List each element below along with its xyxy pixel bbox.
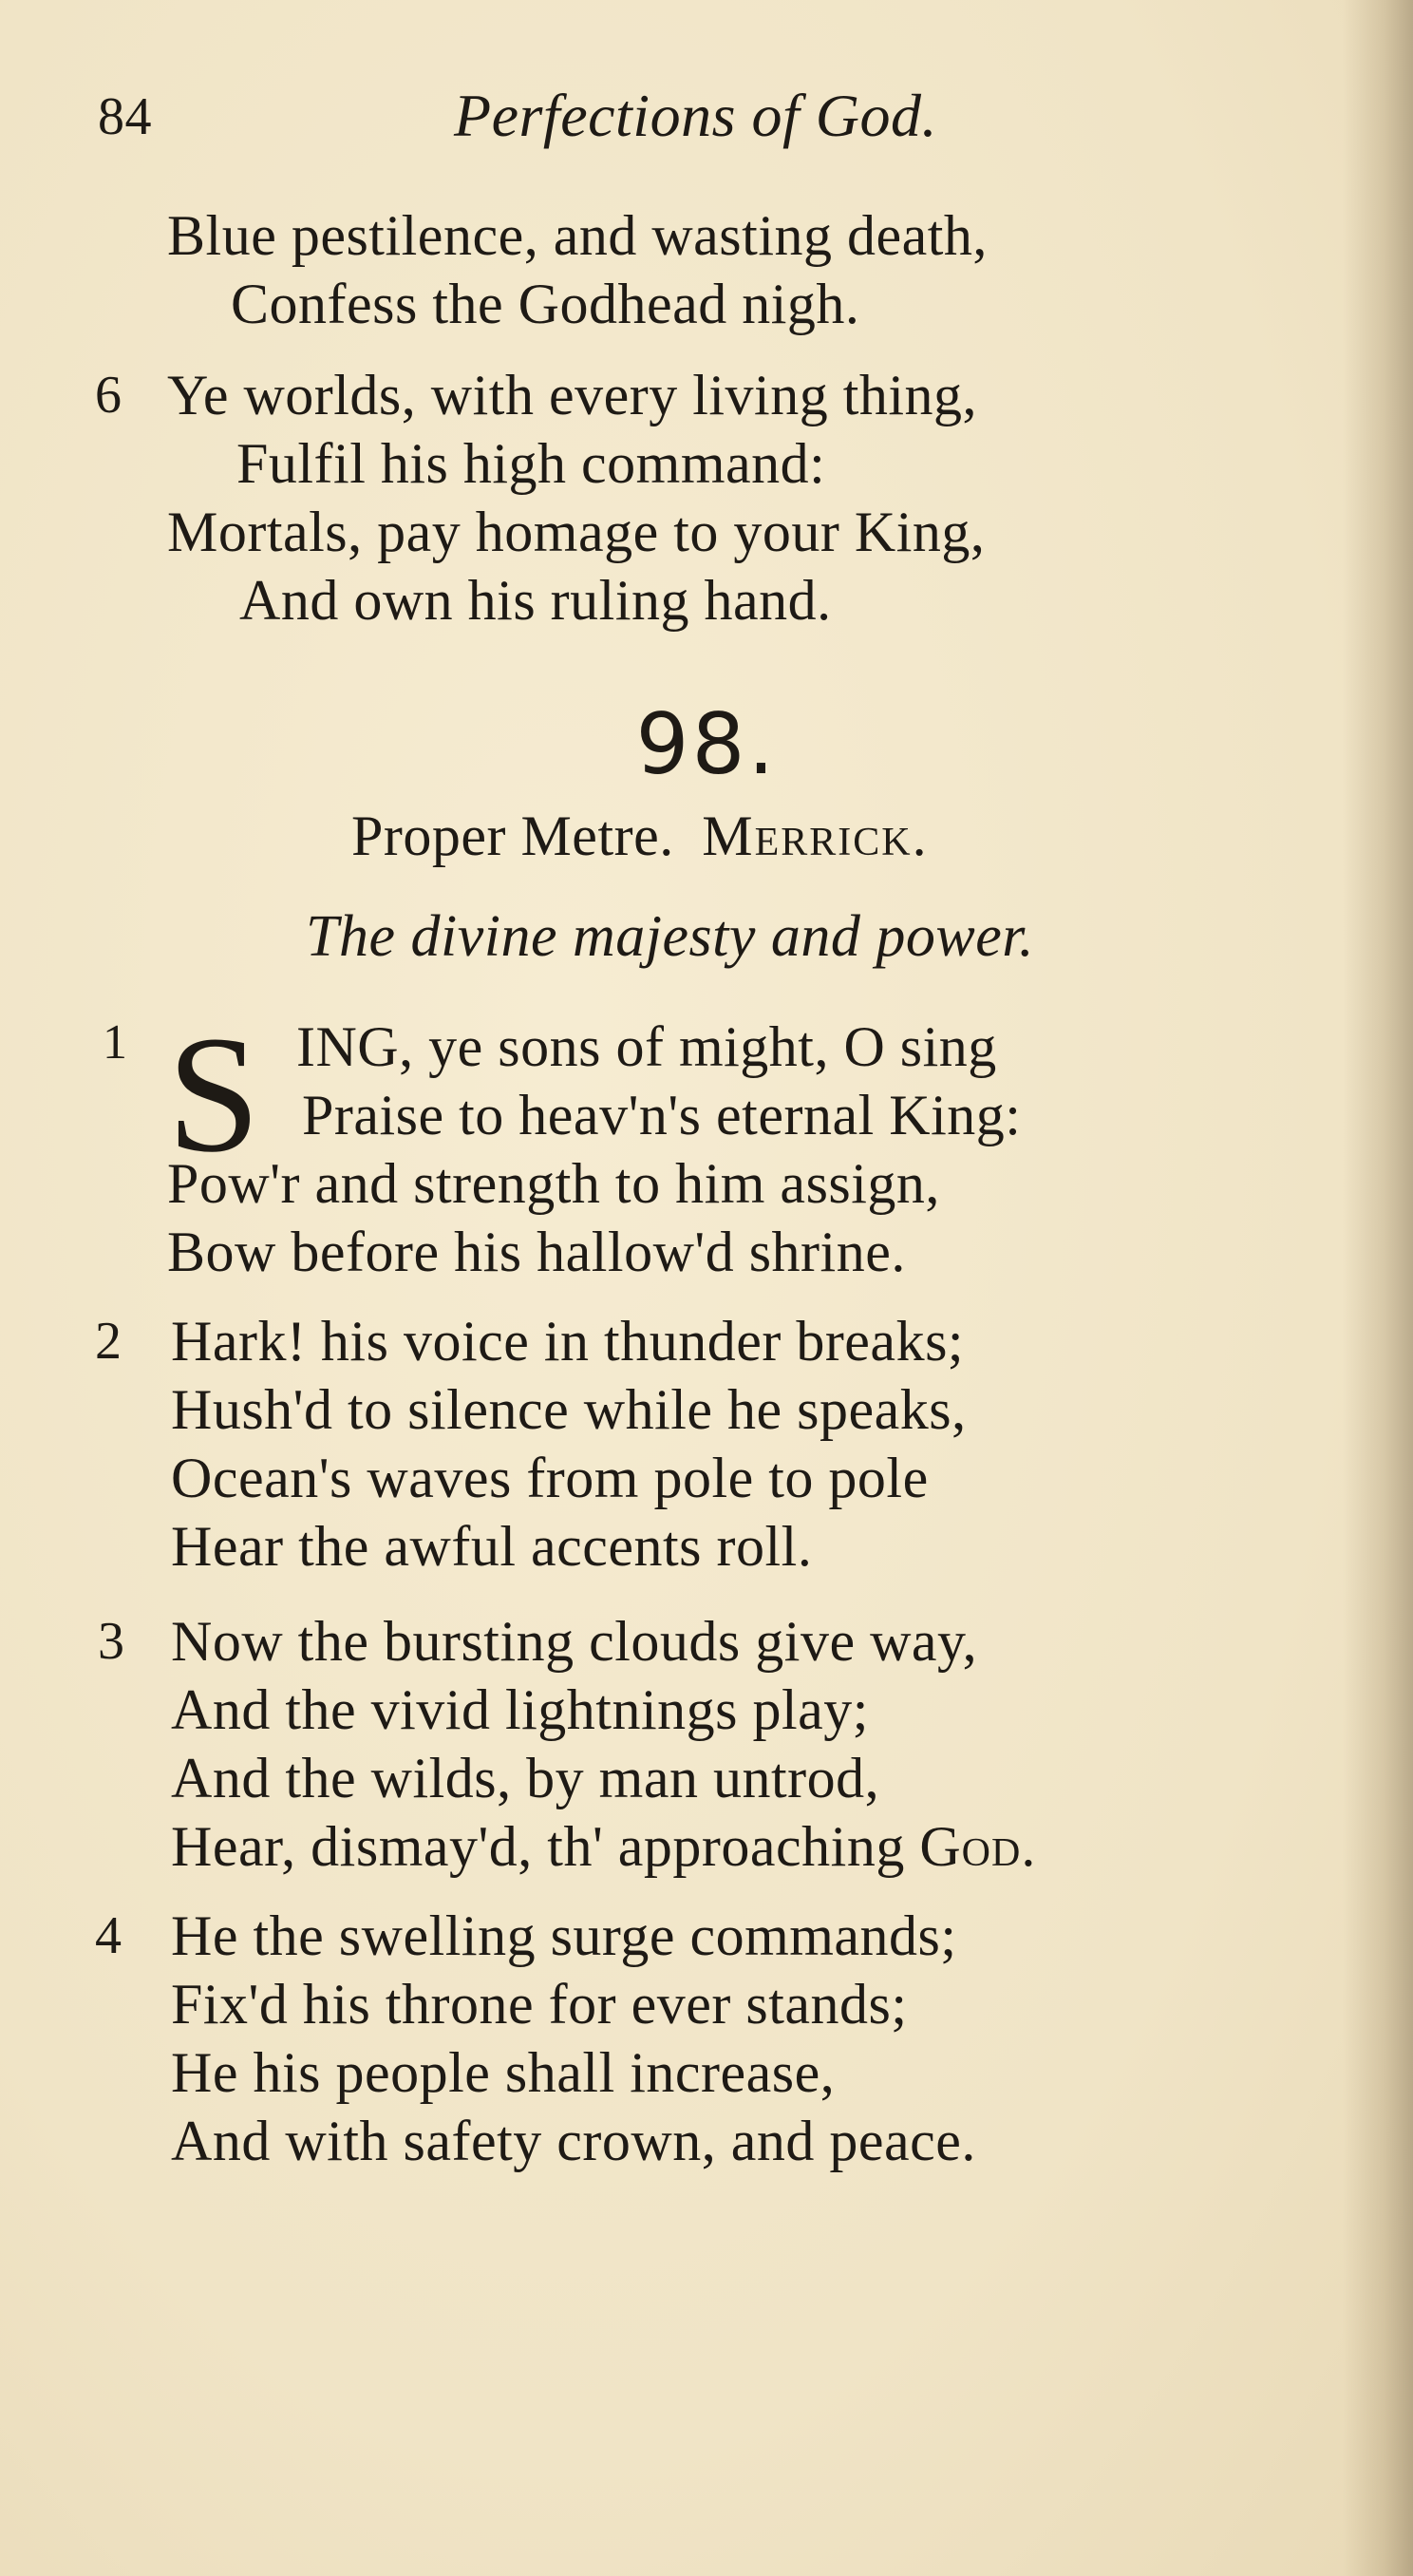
verse-line: Pow'r and strength to him assign, xyxy=(167,1152,940,1215)
verse-line: He his people shall increase, xyxy=(171,2041,836,2104)
stanza-number: 1 xyxy=(103,1015,127,1070)
stanza-number: 4 xyxy=(95,1906,122,1965)
hymn-number: 98. xyxy=(635,695,778,793)
page-number: 84 xyxy=(98,87,152,146)
verse-line: Hush'd to silence while he speaks, xyxy=(171,1378,967,1441)
verse-line: Now the bursting clouds give way, xyxy=(171,1610,978,1673)
verse-line: And the wilds, by man untrod, xyxy=(171,1747,880,1809)
stanza-number: 3 xyxy=(98,1612,124,1671)
verse-line-start: Hear, dismay'd, th' approaching xyxy=(171,1815,920,1878)
stanza-number: 6 xyxy=(95,366,122,425)
verse-line: Mortals, pay homage to your King, xyxy=(167,501,986,563)
verse-line: Ocean's waves from pole to pole xyxy=(171,1447,929,1509)
running-title: Perfections of God. xyxy=(454,82,937,149)
verse-line: And with safety crown, and peace. xyxy=(171,2110,976,2172)
hymn-subject: The divine majesty and power. xyxy=(306,904,1035,969)
divine-name: God. xyxy=(919,1815,1037,1878)
stanza-number: 2 xyxy=(95,1312,122,1371)
verse-line: Hark! his voice in thunder breaks; xyxy=(171,1310,965,1373)
verse-line: Bow before his hallow'd shrine. xyxy=(167,1221,906,1283)
verse-line: Ye worlds, with every living thing, xyxy=(167,364,978,426)
verse-line: Hear the awful accents roll. xyxy=(171,1515,813,1578)
verse-line: And own his ruling hand. xyxy=(239,569,832,632)
hymn-metre: Proper Metre. xyxy=(351,805,674,867)
verse-line: Fulfil his high command: xyxy=(236,432,826,495)
verse-line xyxy=(171,1815,1037,1878)
verse-line: And the vivid lightnings play; xyxy=(171,1678,869,1741)
verse-line: ING, ye sons of might, O sing xyxy=(296,1015,997,1078)
verse-line: Confess the Godhead nigh. xyxy=(231,273,860,335)
verse-line: Fix'd his throne for ever stands; xyxy=(171,1973,908,2036)
verse-line: Blue pestilence, and wasting death, xyxy=(167,204,988,267)
drop-cap: S xyxy=(167,1002,260,1187)
hymn-author: Merrick. xyxy=(702,805,929,867)
verse-line: Praise to heav'n's eternal King: xyxy=(302,1084,1022,1146)
hymn-metre-line xyxy=(351,805,929,867)
verse-line: He the swelling surge commands; xyxy=(171,1904,957,1967)
